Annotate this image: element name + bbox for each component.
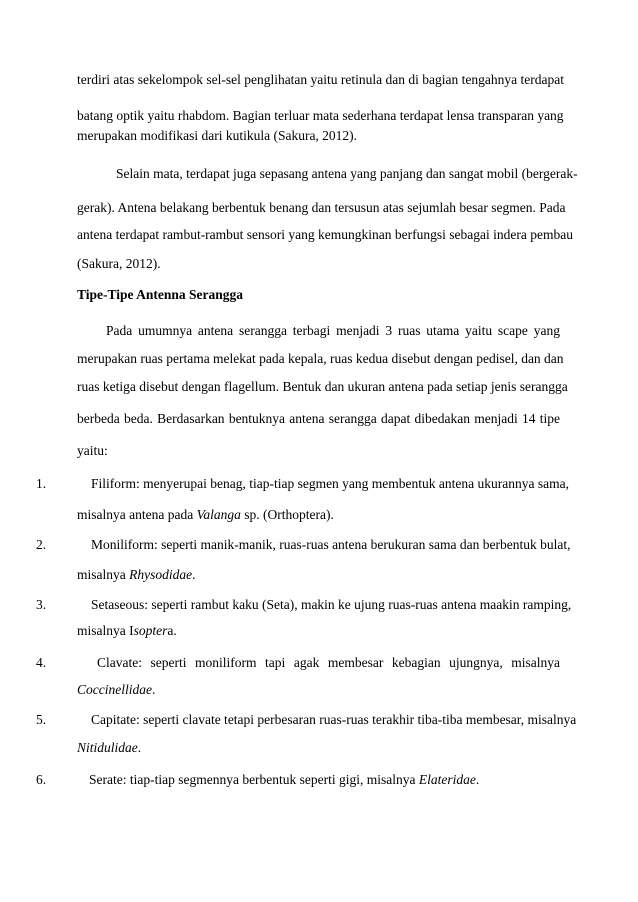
- list-item-2-line-1: Moniliform: seperti manik-manik, ruas-ruas antena berukuran sama dan berbentuk bulat,: [91, 537, 571, 552]
- paragraph-3-line-3: ruas ketiga disebut dengan flagellum. Bentuk dan ukuran antena pada setiap jenis serangga: [77, 379, 568, 394]
- list-item-2-number: 2.: [36, 537, 47, 552]
- list-item-1-line-1: Filiform: menyerupai benag, tiap-tiap segmen yang membentuk antena ukurannya sama,: [91, 476, 569, 491]
- list-item-1-text-b: sp. (Orthoptera).: [240, 507, 334, 522]
- list-item-5-line-1: Capitate: seperti clavate tetapi perbesaran ruas-ruas terakhir tiba-tiba membesar, misalnya: [91, 712, 577, 727]
- paragraph-1-line-2: batang optik yaitu rhabdom. Bagian terluar mata sederhana terdapat lensa transparan yang: [77, 108, 564, 123]
- paragraph-3-line-5: yaitu:: [77, 443, 108, 458]
- list-item-4-text-b: .: [151, 682, 156, 697]
- list-item-1-genus: Valanga: [196, 507, 241, 522]
- list-item-5-family: Nitidulidae: [77, 740, 138, 755]
- list-item-4-line-1: Clavate: seperti moniliform tapi agak membesar kebagian ujungnya, misalnya: [97, 655, 560, 670]
- list-item-2-text-b: .: [192, 567, 196, 582]
- list-item-5-line-2: [77, 739, 560, 757]
- list-item-5-text-b: .: [137, 740, 142, 755]
- paragraph-2-line-3: antena terdapat rambut-rambut sensori yang kemungkinan berfungsi sebagai indera pembau: [77, 227, 573, 242]
- list-item-3-line-1: Setaseous: seperti rambut kaku (Seta), makin ke ujung ruas-ruas antena maakin ramping,: [91, 597, 572, 612]
- list-item-3-text-b: a.: [167, 623, 177, 638]
- list-item-4-number: 4.: [36, 655, 47, 670]
- paragraph-3-line-2: merupakan ruas pertama melekat pada kepala, ruas kedua disebut dengan pedisel, dan dan: [77, 351, 564, 366]
- paragraph-2-line-4: (Sakura, 2012).: [77, 256, 161, 271]
- list-item-1-number: 1.: [36, 476, 47, 491]
- paragraph-2-line-1: Selain mata, terdapat juga sepasang antena yang panjang dan sangat mobil (bergerak-: [116, 166, 578, 181]
- section-heading: Tipe-Tipe Antenna Serangga: [77, 287, 244, 302]
- list-item-3-text-a: misalnya I: [77, 623, 134, 638]
- list-item-2-line-2: [77, 566, 560, 584]
- list-item-5-number: 5.: [36, 712, 47, 727]
- list-item-4-line-2: [77, 681, 560, 699]
- list-item-1-line-2: [77, 506, 560, 524]
- list-item-1-text-a: misalnya antena pada: [77, 507, 197, 522]
- paragraph-3-line-4: berbeda beda. Berdasarkan bentuknya antena serangga dapat dibedakan menjadi 14 tipe: [77, 411, 560, 426]
- list-item-6-number: 6.: [36, 772, 47, 787]
- list-item-3-order: sopter: [133, 623, 168, 638]
- list-item-6-text-a: Serate: tiap-tiap segmennya berbentuk seperti gigi, misalnya: [89, 772, 419, 787]
- list-item-6-text-b: .: [475, 772, 480, 787]
- list-item-3-number: 3.: [36, 597, 47, 612]
- paragraph-1-line-1: terdiri atas sekelompok sel-sel penglihatan yaitu retinula dan di bagian tengahnya terdapat: [77, 72, 564, 87]
- paragraph-1-line-3: merupakan modifikasi dari kutikula (Sakura, 2012).: [77, 128, 358, 143]
- list-item-2-family: Rhysodidae: [129, 567, 193, 582]
- paragraph-3-line-1: Pada umumnya antena serangga terbagi menjadi 3 ruas utama yaitu scape yang: [106, 323, 560, 338]
- list-item-3-line-2: [77, 622, 560, 640]
- list-item-4-family: Coccinellidae: [77, 682, 152, 697]
- paragraph-2-line-2: gerak). Antena belakang berbentuk benang dan tersusun atas sejumlah besar segmen. Pada: [77, 200, 566, 215]
- list-item-2-text-a: misalnya: [77, 567, 130, 582]
- list-item-6-family: Elateridae: [418, 772, 476, 787]
- list-item-6-line-1: [89, 771, 560, 789]
